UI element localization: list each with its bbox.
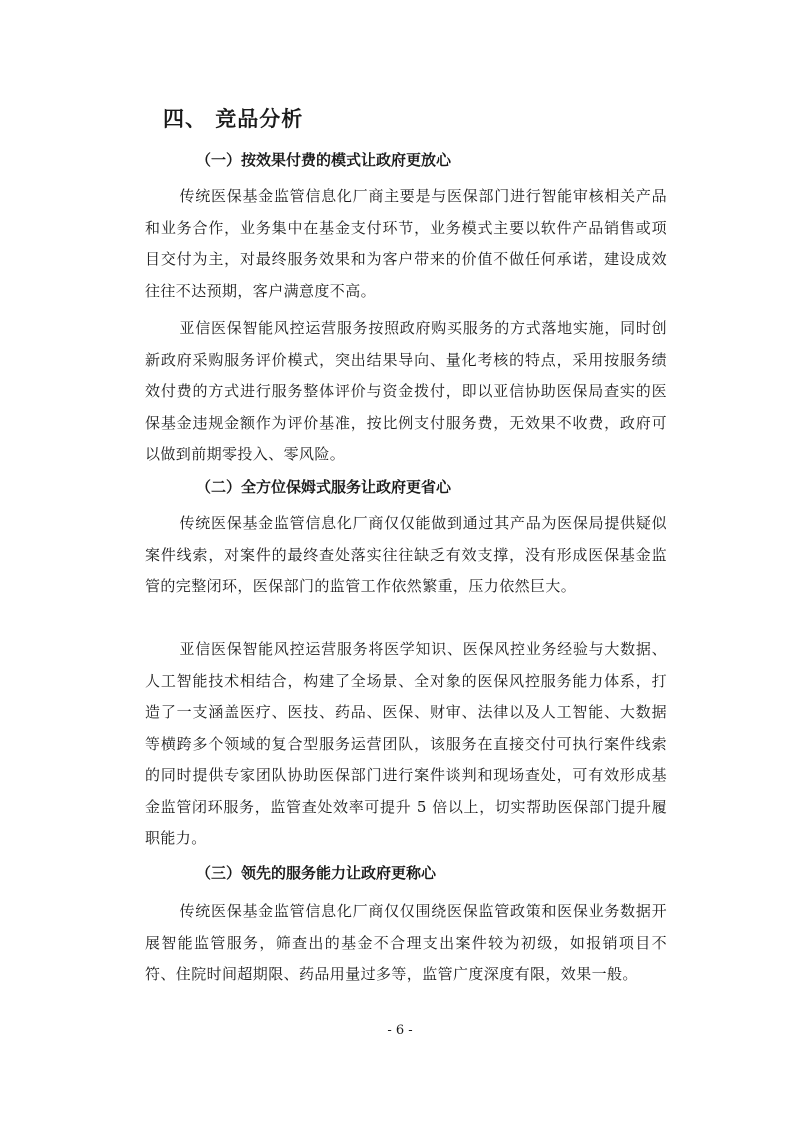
subsection-3-paragraph-1: 传统医保基金监管信息化厂商仅仅围绕医保监管政策和医保业务数据开展智能监管服务，筛查出的基金不合理支出案件较为初级，如报销项目不符、住院时间超期限、药品用量过多等，监管广度深度有限，效果一般。 <box>145 902 667 983</box>
subsection-1-title: （一）按效果付费的模式让政府更放心 <box>196 151 452 169</box>
subsection-1-paragraph-1: 传统医保基金监管信息化厂商主要是与医保部门进行智能审核相关产品和业务合作，业务集中在基金支付环节，业务模式主要以软件产品销售或项目交付为主，对最终服务效果和为客户带来的价值不做任何承诺，建设成效往往不达预期，客户满意度不高。 <box>145 187 667 300</box>
subsection-1-paragraph-2: 亚信医保智能风控运营服务按照政府购买服务的方式落地实施，同时创新政府采购服务评价模式，突出结果导向、量化考核的特点，采用按服务绩效付费的方式进行服务整体评价与资金拨付，即以亚信协助医保局查实的医保基金违规金额作为评价基准，按比例支付服务费，无效果不收费，政府可以做到前期零投入、零风险。 <box>145 319 667 463</box>
subsection-2-paragraph-2: 亚信医保智能风控运营服务将医学知识、医保风控业务经验与大数据、人工智能技术相结合，构建了全场景、全对象的医保风控服务能力体系，打造了一支涵盖医疗、医技、药品、医保、财审、法律以及人工智能、大数据等横跨多个领域的复合型服务运营团队，该服务在直接交付可执行案件线索的同时提供专家团队协助医保部门进行案件谈判和现场查处，可有效形成基金监管闭环服务，监管查处效率可提升 5 倍以上，切实帮助医保部门提升履职能力。 <box>145 640 667 847</box>
section-heading: 四、 竞品分析 <box>163 107 304 131</box>
subsection-2-title: （二）全方位保姆式服务让政府更省心 <box>196 478 452 496</box>
subsection-3-title: （三）领先的服务能力让政府更称心 <box>196 864 437 882</box>
subsection-2-paragraph-1: 传统医保基金监管信息化厂商仅仅能做到通过其产品为医保局提供疑似案件线索，对案件的最终查处落实往往缺乏有效支撑，没有形成医保基金监管的完整闭环，医保部门的监管工作依然繁重，压力依然巨大。 <box>145 514 667 595</box>
page-number: - 6 - <box>387 1023 413 1038</box>
